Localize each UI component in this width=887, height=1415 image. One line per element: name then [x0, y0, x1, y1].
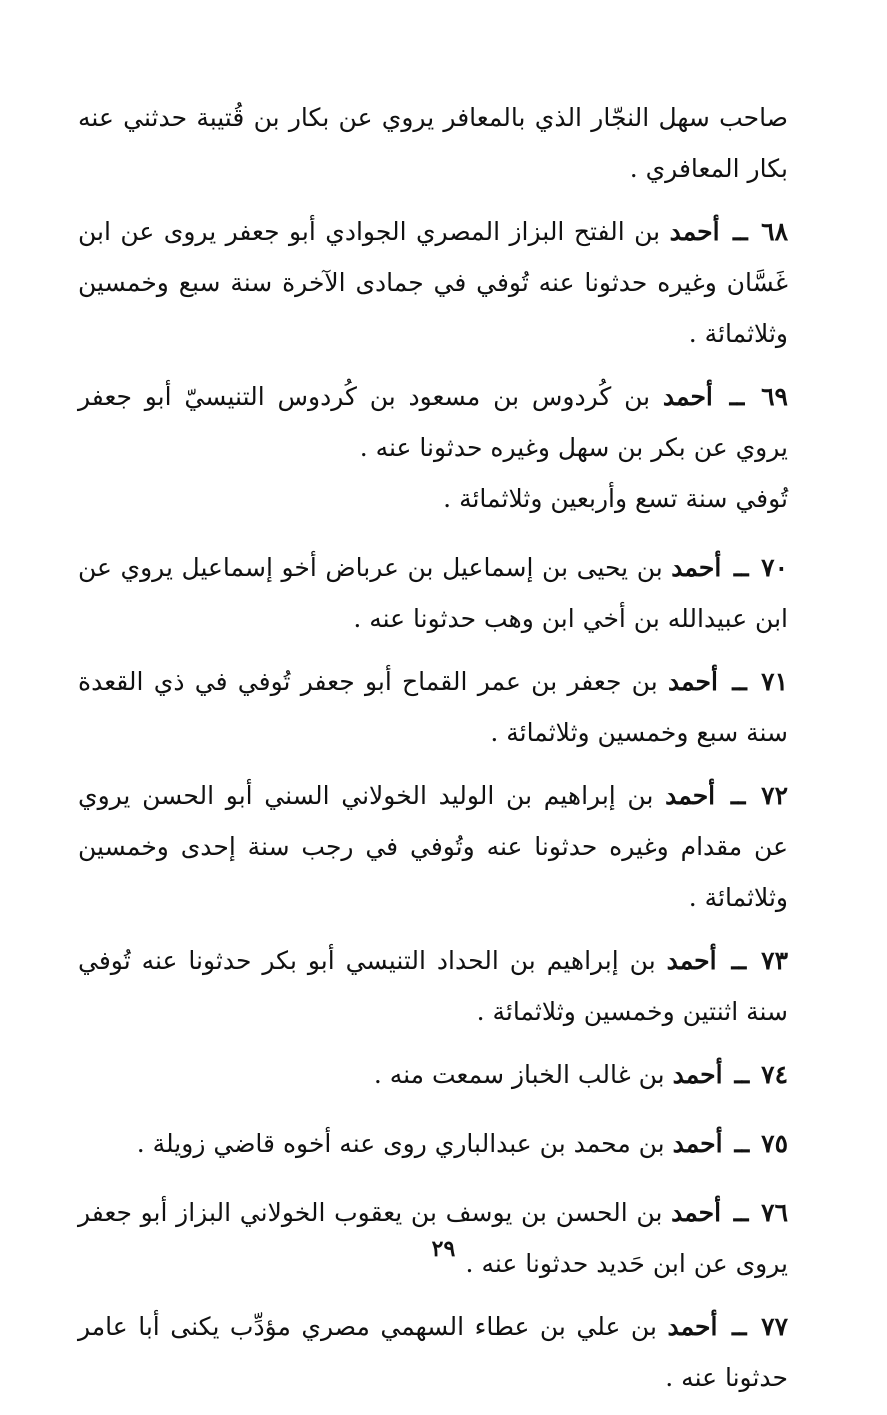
entry-72: [78, 770, 788, 923]
entry-number: ٧٢: [761, 781, 789, 810]
entry-dash: ــ: [733, 1198, 749, 1227]
entry-lead: أحمد: [666, 946, 717, 975]
entry-number: ٦٨: [761, 217, 789, 246]
entry-dash: ــ: [734, 1060, 750, 1089]
entry-lead: أحمد: [672, 1129, 723, 1158]
entry-dash: ــ: [731, 946, 747, 975]
entry-text: بن محمد بن عبدالباري روى عنه أخوه قاضي زويلة .: [136, 1129, 665, 1158]
document-page: [78, 92, 788, 1415]
entry-number: ٧٤: [761, 1060, 788, 1089]
entry-text: بن الفتح البزاز المصري الجوادي أبو جعفر يروى عن ابن غَسَّان وغيره حدثونا عنه تُوفي في جمادى الآخرة سنة سبع وخمسين وثلاثمائة .: [78, 217, 788, 348]
entry-text: بن كُردوس بن مسعود بن كُردوس التنيسيّ أبو جعفر يروي عن بكر بن سهل وغيره حدثونا عنه .: [78, 382, 788, 462]
entry-lead: أحمد: [671, 553, 722, 582]
entry-dash: ــ: [733, 217, 748, 246]
entry-text: بن جعفر بن عمر القماح أبو جعفر تُوفي في ذي القعدة سنة سبع وخمسين وثلاثمائة .: [78, 667, 788, 747]
entry-text: بن علي بن عطاء السهمي مصري مؤدِّب يكنى أبا عامر حدثونا عنه .: [78, 1312, 788, 1392]
entry-74: [78, 1049, 788, 1100]
entry-number: ٦٩: [761, 382, 788, 411]
entry-number: ٧٥: [761, 1129, 788, 1158]
entry-lead: أحمد: [669, 217, 720, 246]
entry-lead: أحمد: [665, 781, 716, 810]
entry-text: بن إبراهيم بن الوليد الخولاني السني أبو الحسن يروي عن مقدام وغيره حدثونا عنه وتُوفي في رجب سنة إحدى وخمسين وثلاثمائة .: [78, 781, 788, 912]
entry-number: ٧٣: [761, 946, 789, 975]
entry-dash: ــ: [730, 781, 746, 810]
entry-lead: أحمد: [672, 1060, 723, 1089]
entry-text: بن يحيى بن إسماعيل بن عرباض أخو إسماعيل يروي عن ابن عبيدالله بن أخي ابن وهب حدثونا عنه .: [78, 553, 788, 633]
entry-dash: ــ: [732, 667, 747, 696]
entry-73: [78, 935, 788, 1037]
entry-77: [78, 1301, 788, 1403]
paragraph-text: صاحب سهل النجّار الذي بالمعافر يروي عن بكار بن قُتيبة حدثني عنه بكار المعافري .: [78, 103, 788, 183]
entry-lead: أحمد: [667, 1312, 718, 1341]
page-number: ٢٩: [431, 1236, 456, 1262]
entry-number: ٧٠: [761, 553, 789, 582]
entry-69-death: [78, 473, 788, 524]
entry-69: [78, 371, 788, 473]
intro-paragraph: [78, 92, 788, 194]
entry-text: بن غالب الخباز سمعت منه .: [373, 1060, 665, 1089]
entry-71: [78, 656, 788, 758]
entry-text: بن الحسن بن يوسف بن يعقوب الخولاني البزاز أبو جعفر يروى عن ابن حَديد حدثونا عنه .: [78, 1198, 788, 1278]
entry-number: ٧٧: [761, 1312, 789, 1341]
entry-70: [78, 542, 788, 644]
entry-dash: ــ: [733, 553, 749, 582]
entry-dash: ــ: [731, 1312, 747, 1341]
entry-dash: ــ: [729, 382, 745, 411]
entry-75: [78, 1118, 788, 1169]
entry-text: بن إبراهيم بن الحداد التنيسي أبو بكر حدثونا عنه تُوفي سنة اثنتين وخمسين وثلاثمائة .: [78, 946, 788, 1026]
entry-number: ٧١: [761, 667, 788, 696]
entry-lead: أحمد: [662, 382, 713, 411]
entry-lead: أحمد: [667, 667, 718, 696]
entry-dash: ــ: [734, 1129, 750, 1158]
entry-number: ٧٦: [761, 1198, 789, 1227]
entry-68: [78, 206, 788, 359]
entry-lead: أحمد: [671, 1198, 722, 1227]
entry-text: تُوفي سنة تسع وأربعين وثلاثمائة .: [443, 484, 788, 513]
